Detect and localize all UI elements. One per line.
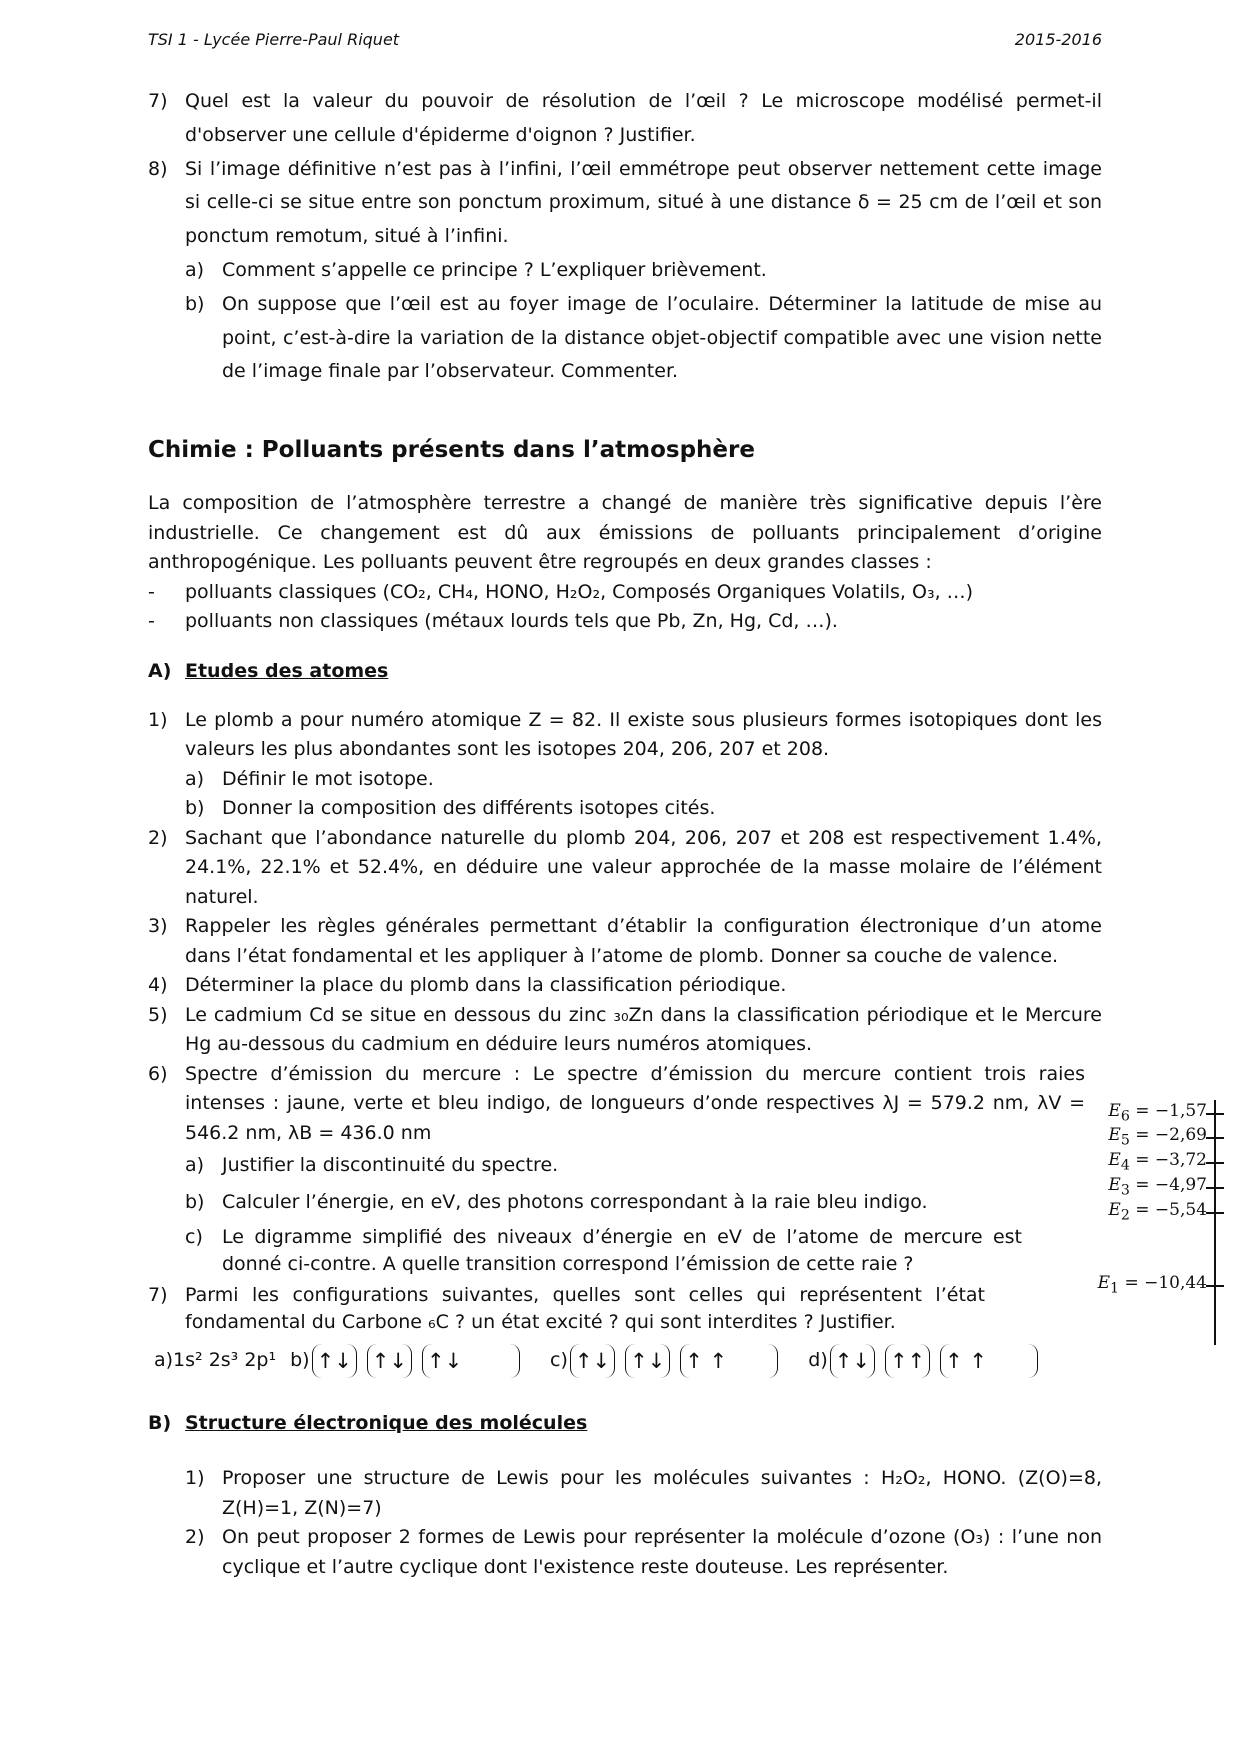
subquestion-letter: b)	[185, 292, 205, 315]
config-a: a)1s² 2s³ 2p¹	[154, 1349, 277, 1372]
level-symbol: E	[1097, 1273, 1111, 1293]
energy-level-e3	[1108, 1175, 1207, 1198]
energy-level-e6	[1108, 1101, 1207, 1124]
subquestion-letter: a)	[185, 767, 205, 790]
orbital-box: ↑ ↑	[940, 1344, 1038, 1378]
question-a3	[148, 912, 1102, 971]
subquestion-text: Justifier la discontinuité du spectre.	[222, 1154, 559, 1177]
level-symbol: E	[1108, 1150, 1121, 1170]
level-value: = −4,97	[1135, 1175, 1207, 1195]
question-text: Le cadmium Cd se situe en dessous du zinc ₃₀Zn dans la classification périodique et le Mercure Hg au-dessous du cadmium en déduire leurs numéros atomiques.	[185, 1003, 1102, 1056]
bullet-text: polluants non classiques (métaux lourds tels que Pb, Zn, Hg, Cd, …).	[185, 610, 838, 633]
energy-level-e5	[1108, 1125, 1207, 1148]
level-tick	[1206, 1162, 1224, 1164]
level-tick	[1206, 1285, 1224, 1287]
orbital-box: ↑↑	[885, 1344, 930, 1378]
question-optics-8	[148, 153, 1102, 254]
level-tick	[1206, 1187, 1224, 1189]
dash-bullet: -	[148, 580, 155, 603]
level-index: 6	[1120, 1108, 1130, 1125]
orbital-box: ↑↓	[422, 1344, 520, 1378]
orbital-box: ↑↓	[830, 1344, 875, 1378]
level-value: = −2,69	[1135, 1125, 1207, 1145]
level-symbol: E	[1108, 1125, 1121, 1145]
level-symbol: E	[1108, 1200, 1121, 1220]
level-value: = −1,57	[1135, 1101, 1207, 1121]
question-optics-7	[148, 85, 1102, 153]
subquestion-letter: a)	[185, 1154, 205, 1177]
header-class: TSI 1	[148, 30, 188, 49]
subquestion-letter: a)	[185, 258, 205, 281]
config-c-label: c)	[550, 1349, 568, 1372]
level-index: 3	[1120, 1182, 1130, 1199]
question-b2	[185, 1523, 1102, 1582]
section-letter: A)	[148, 659, 172, 682]
question-number: 1)	[185, 1467, 205, 1490]
subquestion-text: Définir le mot isotope.	[222, 767, 434, 790]
dash-bullet: -	[148, 610, 155, 633]
section-letter: B)	[148, 1412, 172, 1435]
question-optics-8-sublist	[148, 254, 1102, 389]
energy-level-e4	[1108, 1150, 1207, 1173]
orbital-box: ↑↓	[625, 1344, 670, 1378]
question-number: 1)	[148, 708, 168, 731]
subquestion-letter: b)	[185, 797, 205, 820]
question-optics-8a	[185, 254, 1102, 288]
question-number: 3)	[148, 915, 168, 938]
level-value: = −10,44	[1124, 1273, 1207, 1293]
subquestion-text: Comment s’appelle ce principe ? L’expliquer brièvement.	[222, 258, 767, 281]
question-number: 2)	[148, 826, 168, 849]
electron-configurations	[154, 1344, 1102, 1378]
subquestion-letter: c)	[185, 1226, 203, 1249]
question-a1	[148, 706, 1102, 765]
question-a1a	[185, 765, 1102, 795]
section-a-questions	[148, 706, 1102, 1379]
question-number: 8)	[148, 157, 168, 180]
level-value: = −5,54	[1135, 1200, 1207, 1220]
question-number: 6)	[148, 1062, 168, 1085]
config-d-label: d)	[808, 1349, 828, 1372]
subquestion-text: On suppose que l’œil est au foyer image de l’oculaire. Déterminer la latitude de mise au point, c’est-à-dire la variation de la distance objet-objectif compatible avec une vision nette de l’image finale par l’observateur. Commenter.	[222, 292, 1102, 383]
subquestion-text: Calculer l’énergie, en eV, des photons correspondant à la raie bleu indigo.	[222, 1190, 928, 1213]
level-value: = −3,72	[1135, 1150, 1207, 1170]
question-a6a	[185, 1151, 1085, 1181]
section-b-questions	[148, 1464, 1102, 1582]
level-tick	[1206, 1212, 1224, 1214]
section-a-heading	[148, 660, 1102, 682]
question-a5	[148, 1001, 1102, 1060]
question-text: Sachant que l’abondance naturelle du plomb 204, 206, 207 et 208 est respectivement 1.4%, 24.1%, 22.1% et 52.4%, en déduire une valeur approchée de la masse molaire de l’élément naturel.	[185, 826, 1102, 908]
question-optics-8b	[185, 288, 1102, 389]
question-a7	[148, 1282, 985, 1336]
energy-level-e2	[1108, 1200, 1207, 1223]
orbital-box: ↑↓	[367, 1344, 412, 1378]
header-year: 2015-2016	[1014, 30, 1102, 49]
question-text: Le plomb a pour numéro atomique Z = 82. Il existe sous plusieurs formes isotopiques dont les valeurs les plus abondantes sont les isotopes 204, 206, 207 et 208.	[185, 708, 1102, 761]
level-tick	[1206, 1113, 1224, 1115]
orbital-box: ↑↓	[312, 1344, 357, 1378]
level-tick	[1206, 1137, 1224, 1139]
level-index: 4	[1120, 1157, 1130, 1174]
question-text: Rappeler les règles générales permettant d’établir la configuration électronique d’un atome dans l’état fondamental et les appliquer à l’atome de plomb. Donner sa couche de valence.	[185, 915, 1102, 967]
section-title: Etudes des atomes	[185, 659, 389, 682]
energy-level-e1	[1098, 1273, 1207, 1296]
question-a4	[148, 971, 1102, 1001]
question-a6	[148, 1060, 1085, 1149]
question-a6c	[185, 1224, 1022, 1278]
question-text: Proposer une structure de Lewis pour les molécules suivantes : H₂O₂, HONO. (Z(O)=8, Z(H)=1, Z(N)=7)	[222, 1467, 1102, 1519]
question-text: On peut proposer 2 formes de Lewis pour représenter la molécule d’ozone (O₃) : l’une non cyclique et l’autre cyclique dont l'existence reste douteuse. Les représenter.	[222, 1526, 1102, 1578]
level-symbol: E	[1108, 1175, 1121, 1195]
section-title: Structure électronique des molécules	[185, 1412, 588, 1435]
energy-level-diagram	[1085, 1100, 1235, 1350]
question-text: Spectre d’émission du mercure : Le spectre d’émission du mercure contient trois raies intenses : jaune, verte et bleu indigo, de longueurs d’onde respectives λJ = 579.2 nm, λV = 546.2 nm, λB = 436.0 nm	[185, 1062, 1085, 1144]
question-b1	[185, 1464, 1102, 1523]
question-number: 7)	[148, 1284, 168, 1307]
level-symbol: E	[1108, 1101, 1121, 1121]
page-content	[148, 85, 1102, 1582]
question-a6-sublist	[148, 1151, 1085, 1278]
question-text: Si l’image définitive n’est pas à l’infini, l’œil emmétrope peut observer nettement cette image si celle-ci se situe entre son ponctum proximum, situé à une distance δ = 25 cm de l’œil et son ponctum remotum, situé à l’infini.	[185, 157, 1102, 248]
bullet-text: polluants classiques (CO₂, CH₄, HONO, H₂O₂, Composés Organiques Volatils, O₃, …)	[185, 580, 974, 603]
question-a1-sublist	[148, 765, 1102, 824]
level-index: 5	[1120, 1132, 1130, 1149]
chemistry-intro: La composition de l’atmosphère terrestre a changé de manière très significative depuis l’ère industrielle. Ce changement est dû aux émissions de polluants principalement d’origine anthropogénique. Les polluants peuvent être regroupés en deux grandes classes :	[148, 492, 1102, 574]
orbital-box: ↑↓	[570, 1344, 615, 1378]
subquestion-text: Le digramme simplifié des niveaux d’énergie en eV de l’atome de mercure est donné ci-contre. A quelle transition correspond l’émission de cette raie ?	[222, 1226, 1022, 1276]
level-index: 1	[1110, 1280, 1120, 1297]
subquestion-letter: b)	[185, 1190, 205, 1213]
question-text: Parmi les configurations suivantes, quelles sont celles qui représentent l’état fondamental du Carbone ₆C ? un état excité ? qui sont interdites ? Justifier.	[185, 1284, 985, 1334]
subquestion-text: Donner la composition des différents isotopes cités.	[222, 797, 716, 820]
config-b-label: b)	[290, 1349, 310, 1372]
chemistry-title: Chimie : Polluants présents dans l’atmosphère	[148, 437, 755, 464]
header-school: - Lycée Pierre-Paul Riquet	[187, 30, 400, 49]
pollutant-class-nonclassic	[148, 607, 1102, 637]
question-a1b	[185, 794, 1102, 824]
question-number: 7)	[148, 90, 168, 112]
question-number: 5)	[148, 1003, 168, 1026]
question-a6b	[185, 1188, 1085, 1218]
pollutant-class-classic	[148, 578, 1102, 608]
question-number: 2)	[185, 1526, 205, 1549]
question-a2	[148, 824, 1102, 913]
question-number: 4)	[148, 974, 168, 997]
orbital-box: ↑ ↑	[680, 1344, 778, 1378]
section-b-heading	[148, 1412, 1102, 1434]
level-index: 2	[1120, 1207, 1130, 1224]
question-text: Déterminer la place du plomb dans la classification périodique.	[185, 974, 787, 997]
question-text: Quel est la valeur du pouvoir de résolution de l’œil ? Le microscope modélisé permet-il d'observer une cellule d'épiderme d'oignon ? Justifier.	[185, 90, 1102, 146]
header-left	[148, 30, 399, 49]
